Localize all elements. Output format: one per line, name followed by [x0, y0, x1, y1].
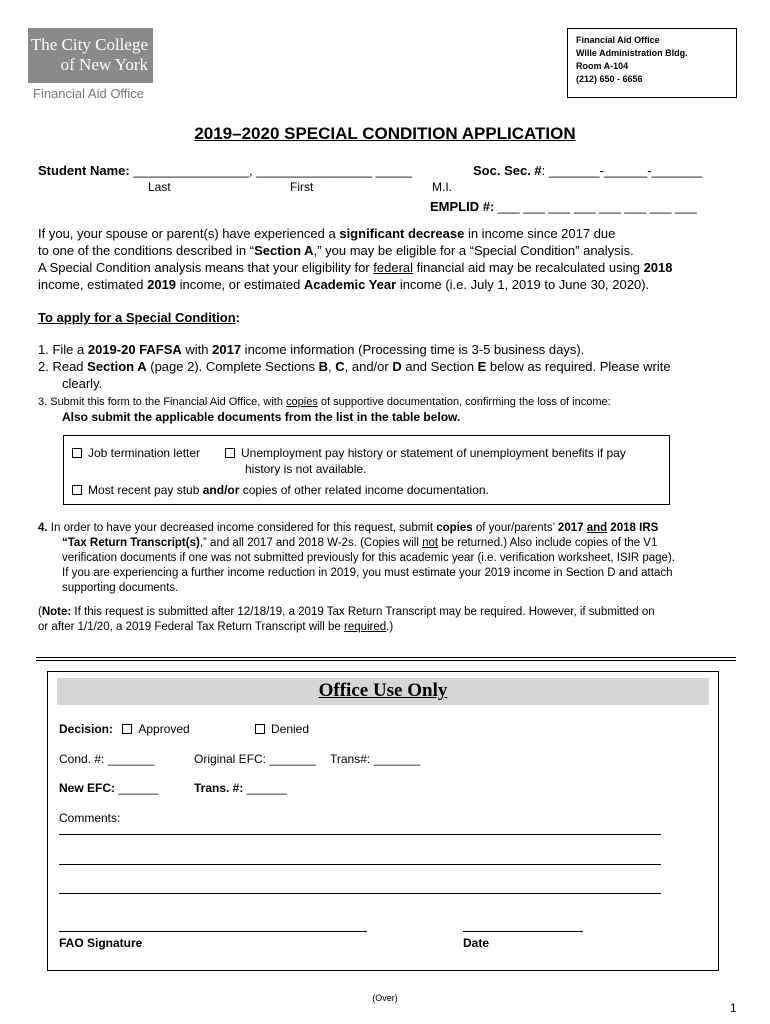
- doc-label: Most recent pay stub: [88, 483, 203, 497]
- intro-text: If you, your spouse or parent(s) have experienced a: [38, 226, 340, 241]
- apply-heading-text: To apply for a Special Condition: [38, 310, 236, 325]
- emplid-field[interactable]: ___ ___ ___ ___ ___ ___ ___ ___: [497, 199, 697, 214]
- step-text: ,: [328, 359, 336, 374]
- fao-signature-label: FAO Signature: [59, 936, 143, 950]
- intro-text: in income since 2017 due: [464, 226, 616, 241]
- last-caption: Last: [148, 180, 171, 194]
- step-text: income information (Processing time is 3-5 business days).: [241, 342, 585, 357]
- checkbox-termination[interactable]: [72, 448, 82, 458]
- ssn-label: Soc. Sec. #: [473, 163, 542, 178]
- step-text: 3. Submit this form to the Financial Aid Office, with: [38, 396, 287, 408]
- address-line-4: (212) 650 - 6656: [576, 74, 643, 84]
- denied-option: [255, 721, 309, 737]
- new-efc-label: New EFC:: [59, 781, 116, 795]
- step-emphasis: C: [335, 359, 345, 374]
- note-underline: required: [343, 621, 387, 633]
- student-name-label: Student Name:: [38, 163, 130, 178]
- denied-label: Denied: [271, 722, 310, 736]
- step-1: [38, 341, 738, 358]
- step-text: 1. File a: [38, 342, 88, 357]
- address-line-1: Financial Aid Office: [576, 35, 660, 45]
- intro-text: income (i.e. July 1, 2019 to June 30, 2020).: [396, 277, 650, 292]
- doc-label: Unemployment pay history or statement of unemployment benefits if pay: [241, 446, 626, 460]
- step-underline: copies: [286, 396, 318, 408]
- intro-emphasis: 2018: [643, 260, 673, 275]
- checkbox-approved[interactable]: [122, 724, 132, 734]
- step-emphasis: “Tax Return Transcript(s): [62, 537, 200, 549]
- doc-item-termination[interactable]: [72, 445, 200, 461]
- doc-item-unemployment[interactable]: [225, 445, 665, 477]
- step-text: be returned.) Also include copies of the V1: [438, 537, 658, 549]
- address-line-3: Room A-104: [576, 61, 629, 71]
- trans2-label: Trans. #:: [194, 781, 244, 795]
- address-line-2: Wille Administration Bldg.: [576, 48, 688, 58]
- apply-heading-colon: :: [235, 310, 241, 325]
- doc-label: Job termination letter: [88, 446, 201, 460]
- trans2-field[interactable]: [194, 780, 287, 796]
- student-name-row: [38, 162, 412, 179]
- trans-field[interactable]: Trans#: _______: [330, 752, 421, 766]
- original-efc-field[interactable]: Original EFC: _______: [194, 752, 317, 766]
- checkbox-denied[interactable]: [255, 724, 265, 734]
- step-text: and Section: [401, 359, 478, 374]
- doc-item-paystub[interactable]: [72, 482, 489, 498]
- intro-emphasis: 2019: [147, 277, 177, 292]
- step-emphasis: D: [392, 359, 402, 374]
- ssn-field[interactable]: : _______-______-_______: [541, 163, 703, 178]
- intro-text: income, estimated: [38, 277, 148, 292]
- intro-emphasis: Academic Year: [303, 277, 397, 292]
- mi-caption: M.I.: [432, 180, 452, 194]
- intro-emphasis: significant decrease: [339, 226, 465, 241]
- apply-heading: [38, 309, 240, 326]
- date-label: Date: [463, 936, 490, 950]
- step-2-continued: clearly.: [62, 376, 103, 391]
- step-text: of your/parents’: [472, 522, 558, 534]
- student-name-field[interactable]: ________________, ________________ _____: [133, 163, 412, 178]
- step-emphasis: 2017: [557, 522, 587, 534]
- checkbox-paystub[interactable]: [72, 485, 82, 495]
- form-title: 2019–2020 SPECIAL CONDITION APPLICATION: [194, 124, 576, 143]
- step-text: of supportive documentation, confirming the loss of income:: [317, 396, 611, 408]
- comments-label: Comments:: [59, 811, 121, 825]
- doc-label-continued: history is not available.: [245, 462, 367, 476]
- intro-text: financial aid may be recalculated using: [413, 260, 644, 275]
- intro-text: to one of the conditions described in “: [38, 243, 255, 258]
- new-efc-blank: ______: [115, 781, 159, 795]
- over-label: (Over): [372, 993, 398, 1003]
- intro-underline: federal: [373, 260, 414, 275]
- step-number: 4.: [38, 522, 48, 534]
- doc-label: copies of other related income documentation.: [239, 483, 489, 497]
- step-text: In order to have your decreased income considered for this request, submit: [47, 522, 437, 534]
- intro-text: ,” you may be eligible for a “Special Condition” analysis.: [313, 243, 634, 258]
- decision-row: [59, 721, 190, 737]
- ssn-row: [473, 162, 702, 179]
- step-text: verification documents if one was not submitted previously for this academic year (i.e. verification worksheet, ISIR page).: [62, 552, 675, 564]
- step-3-note: Also submit the applicable documents from the list in the table below.: [62, 410, 461, 424]
- comment-line[interactable]: [59, 864, 661, 865]
- new-efc-field[interactable]: [59, 780, 158, 796]
- first-caption: First: [290, 180, 314, 194]
- step-text: ,” and all 2017 and 2018 W-2s. (Copies will: [199, 537, 423, 549]
- step-text: with: [181, 342, 213, 357]
- note-paragraph: [38, 605, 748, 635]
- step-emphasis: 2019-20 FAFSA: [87, 342, 182, 357]
- step-text: 2. Read: [38, 359, 88, 374]
- intro-paragraph: [38, 225, 738, 293]
- step-4: [38, 521, 748, 596]
- office-address-box: [567, 28, 737, 98]
- step-emphasis: copies: [436, 522, 473, 534]
- emplid-label: EMPLID #:: [430, 199, 495, 214]
- step-2: [38, 358, 738, 375]
- step-emphasis: 2018 IRS: [607, 522, 659, 534]
- cond-field[interactable]: Cond. #: _______: [59, 752, 155, 766]
- logo-subtitle: Financial Aid Office: [33, 86, 145, 101]
- decision-label: Decision:: [59, 722, 114, 736]
- intro-emphasis: Section A: [254, 243, 314, 258]
- step-text: If you are experiencing a further income reduction in 2019, you must estimate your 2019 income in Section D and attach: [62, 567, 673, 579]
- step-text: , and/or: [344, 359, 393, 374]
- doc-emphasis: and/or: [202, 483, 240, 497]
- step-text: supporting documents.: [62, 582, 179, 594]
- logo-line-2: of New York: [60, 55, 148, 74]
- note-text: (: [38, 606, 42, 618]
- approved-label: Approved: [138, 722, 190, 736]
- signature-line[interactable]: [59, 931, 367, 932]
- comment-line[interactable]: [59, 834, 661, 835]
- step-emphasis: E: [477, 359, 487, 374]
- comment-line[interactable]: [59, 893, 661, 894]
- note-text: .): [386, 621, 394, 633]
- emplid-row: [430, 198, 697, 215]
- office-use-title: Office Use Only: [318, 680, 448, 701]
- trans2-blank: ______: [243, 781, 287, 795]
- intro-text: A Special Condition analysis means that your eligibility for: [38, 260, 374, 275]
- note-text: If this request is submitted after 12/18/19, a 2019 Tax Return Transcript may be required. However, if submitted on: [71, 606, 655, 618]
- step-underline: not: [422, 537, 439, 549]
- step-text: (page 2). Complete Sections: [146, 359, 319, 374]
- note-text: or after 1/1/20, a 2019 Federal Tax Return Transcript will be: [38, 621, 344, 633]
- logo-line-1: The City College: [30, 35, 148, 54]
- step-emphasis: B: [318, 359, 329, 374]
- office-use-box: [47, 671, 719, 971]
- step-emphasis: 2017: [212, 342, 242, 357]
- steps-list: [38, 341, 738, 392]
- step-text: below as required. Please write: [486, 359, 671, 374]
- checkbox-unemployment[interactable]: [225, 448, 235, 458]
- step-emphasis: Section A: [87, 359, 147, 374]
- note-label: Note:: [41, 606, 72, 618]
- intro-text: income, or estimated: [176, 277, 304, 292]
- date-line[interactable]: [463, 931, 583, 932]
- section-separator: [36, 657, 736, 661]
- step-3: [38, 395, 748, 425]
- step-emphasis: and: [586, 522, 608, 534]
- page-number: 1: [730, 1001, 737, 1015]
